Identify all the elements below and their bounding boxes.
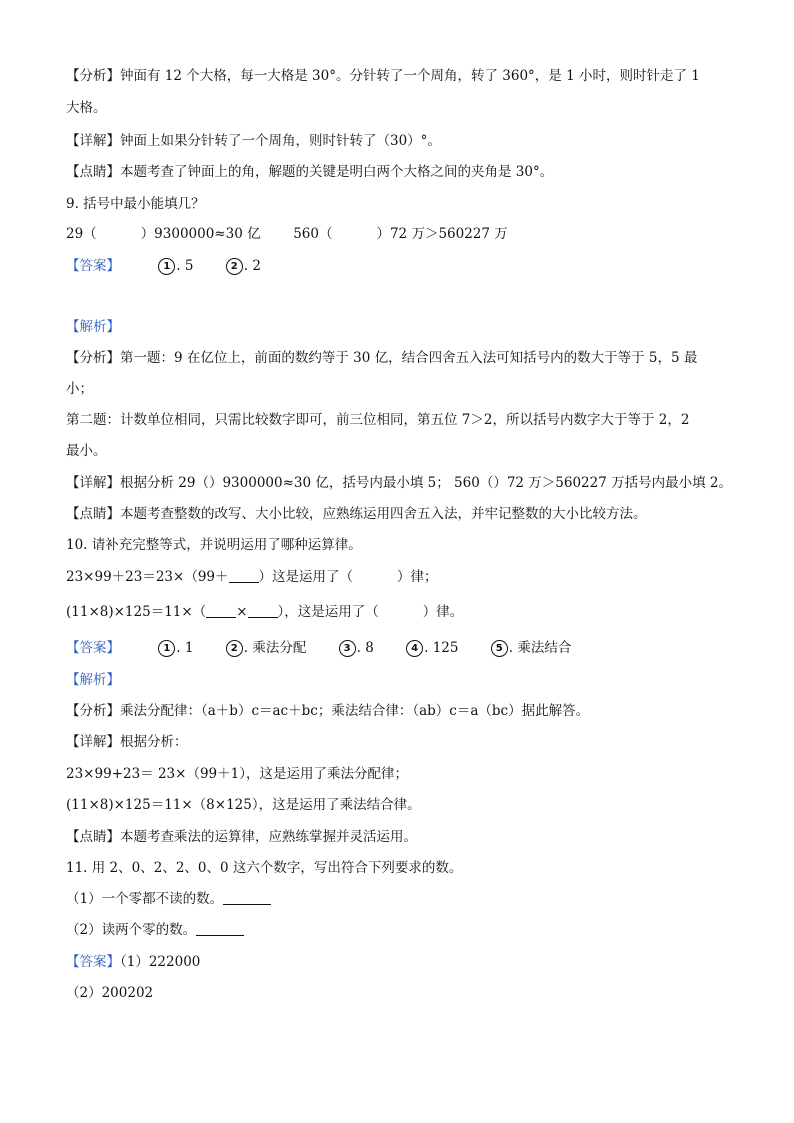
comment-9: 【点睛】本题考查整数的改写、大小比较，应熟练运用四舍五入法，并牢记整数的大小比较方法。 (66, 506, 647, 522)
q10b-times: × (236, 604, 248, 620)
analysis-9-line-1: 【分析】第一题：9 在亿位上，前面的数约等于 30 亿，结合四舍五入法可知括号内的数大于等于 5，5 最 (66, 350, 698, 366)
question-11-part-2 (66, 920, 244, 940)
fill-blank (196, 921, 244, 936)
question-10-equation-a (66, 567, 438, 587)
circled-number: 4 (406, 640, 423, 657)
question-9-body (66, 224, 508, 244)
q11-part-2-text: （2）读两个零的数。 (66, 922, 197, 938)
answer-value: . 8 (356, 640, 374, 656)
answer-item (491, 638, 572, 658)
analysis-10: 【分析】乘法分配律：（a＋b）c＝ac＋bc；乘法结合律：（ab）c＝a（bc）据此解答。 (66, 703, 590, 719)
detail-10: 【详解】根据分析： (66, 734, 188, 750)
fill-blank (223, 890, 271, 905)
answer-11-value-1: （1）222000 (120, 954, 201, 970)
question-11-title: 11. 用 2、0、2、2、0、0 这六个数字，写出符合下列要求的数。 (66, 860, 463, 876)
circled-number: 1 (158, 258, 175, 275)
answer-label: 【答案】 (66, 640, 120, 656)
analysis-8-line-2: 大格。 (66, 100, 107, 116)
question-11-part-1 (66, 889, 271, 909)
answer-value: . 5 (176, 258, 194, 274)
answer-value: . 2 (243, 258, 261, 274)
circled-number: 3 (339, 640, 356, 657)
answer-label: 【答案】 (66, 258, 120, 274)
analysis-9-line-4: 最小。 (66, 443, 107, 459)
answer-item (406, 638, 458, 658)
q10a-prefix: 23×99＋23＝23×（99＋ (66, 569, 229, 585)
fill-blank (206, 603, 236, 618)
answer-label: 【答案】 (66, 954, 120, 970)
q10b-suffix: ）律。 (422, 604, 464, 620)
fill-blank (229, 568, 259, 583)
comment-8: 【点睛】本题考查了钟面上的角，解题的关键是明白两个大格之间的夹角是 30°。 (66, 164, 554, 180)
analysis-8-line-1: 【分析】钟面有 12 个大格，每一大格是 30°。分针转了一个周角，转了 360°，是 1 小时，则时针走了 1 (66, 68, 700, 84)
q10a-suffix: ）律； (397, 569, 438, 585)
detail-8: 【详解】钟面上如果分针转了一个周角，则时针转了（30）°。 (66, 133, 441, 149)
solution-label-9: 【解析】 (66, 319, 120, 335)
answer-10 (66, 638, 571, 658)
answer-item (226, 638, 307, 658)
q9-part-a-suffix: ）9300000≈30 亿 (140, 226, 261, 242)
q9-part-b-suffix: ）72 万＞560227 万 (376, 226, 508, 242)
q10b-prefix: (11×8)×125＝11×（ (66, 604, 207, 620)
circled-number: 2 (226, 640, 243, 657)
answer-item (158, 638, 193, 658)
q10b-middle: ），这是运用了（ (277, 604, 379, 620)
circled-number: 2 (226, 258, 243, 275)
detail-10-step-1: 23×99+23＝ 23×（99＋1），这是运用了乘法分配律； (66, 766, 408, 782)
comment-10: 【点睛】本题考查乘法的运算律，应熟练掌握并灵活运用。 (66, 829, 417, 845)
answer-item (226, 256, 261, 276)
q9-part-b-prefix: 560（ (293, 226, 333, 242)
q9-part-a-prefix: 29（ (66, 226, 97, 242)
solution-label-10: 【解析】 (66, 672, 120, 688)
answer-value: . 1 (176, 640, 194, 656)
answer-11-line-1 (66, 952, 200, 972)
answer-item (339, 638, 374, 658)
answer-value: . 125 (424, 640, 459, 656)
q11-part-1-text: （1）一个零都不读的数。 (66, 891, 224, 907)
q10a-middle: ）这是运用了（ (258, 569, 354, 585)
answer-11-line-2: （2）200202 (66, 985, 154, 1001)
analysis-9-line-3: 第二题：计数单位相同，只需比较数字即可，前三位相同，第五位 7＞2，所以括号内数字大于等于 2，2 (66, 412, 690, 428)
question-9-title: 9. 括号中最小能填几？ (66, 196, 205, 212)
question-10-equation-b (66, 602, 463, 622)
fill-blank (248, 603, 278, 618)
question-10-title: 10. 请补充完整等式，并说明运用了哪种运算律。 (66, 537, 362, 553)
detail-9: 【详解】根据分析 29（）9300000≈30 亿，括号内最小填 5； 560（）72 万＞560227 万括号内最小填 2。 (66, 475, 732, 491)
answer-value: . 乘法分配 (243, 640, 307, 656)
answer-item (158, 256, 193, 276)
detail-10-step-2: (11×8)×125＝11×（8×125），这是运用了乘法结合律。 (66, 797, 421, 813)
circled-number: 5 (491, 640, 508, 657)
answer-9 (66, 256, 261, 276)
analysis-9-line-2: 小； (66, 381, 93, 397)
circled-number: 1 (158, 640, 175, 657)
answer-value: . 乘法结合 (508, 640, 572, 656)
